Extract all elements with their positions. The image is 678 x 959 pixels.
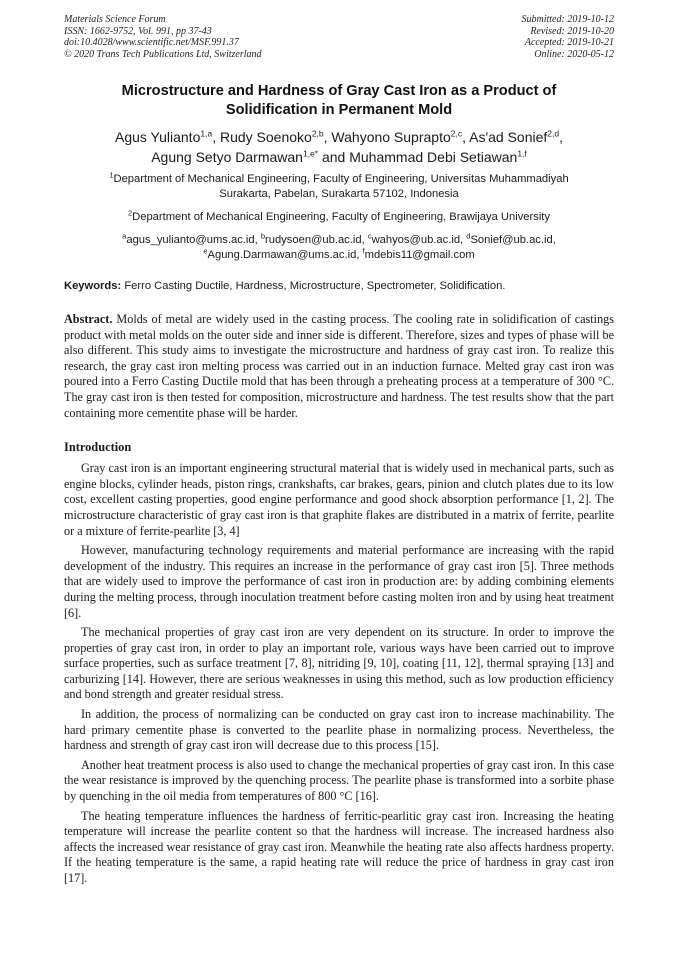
submission-dates: [522, 14, 615, 60]
author-name: Muhammad Debi Setiawan: [349, 149, 518, 165]
email-marker: c: [367, 231, 372, 241]
publication-header: [64, 14, 614, 60]
author-name: Agung Setyo Darmawan: [151, 149, 303, 165]
email-marker: e: [203, 246, 208, 256]
author-marker: 2,c: [450, 128, 463, 139]
author-marker: 2,d: [547, 128, 560, 139]
author-separator: and: [318, 149, 350, 165]
section-heading-introduction: Introduction: [64, 440, 132, 455]
email-separator: ,: [254, 234, 261, 246]
email-separator: ,: [356, 249, 363, 261]
email-address: Agung.Darmawan@ums.ac.id: [207, 249, 357, 261]
author-marker: 1,f: [517, 148, 527, 159]
intro-paragraph-3: The mechanical properties of gray cast iron are very dependent on its structure. In order to improve the properties of gray cast iron, in order to play an important role, various ways have been carried out to improve surface properties, such as surface treatment [7, 8], nitriding [9, 10], coating [11, 12], thermal spraying [13] and carburizing [14]. However, there are serious weaknesses in using this method, such as low production efficiency and bond strength and greater residual stress.: [64, 625, 614, 702]
submitted-date: Submitted: 2019-10-12: [521, 14, 614, 25]
author-marker: 1,a: [200, 128, 213, 139]
author-name: Rudy Soenoko: [219, 129, 312, 145]
accepted-date: Accepted: 2019-10-21: [524, 37, 614, 48]
intro-paragraph-4: In addition, the process of normalizing can be conducted on gray cast iron to increase machinability. The hard primary cementite phase is converted to the pearlite phase in normalizing process. Nevertheless, the hardness and strength of gray cast iron will decrease due to this process [15].: [64, 707, 614, 753]
email-address: rudysoen@ub.ac.id: [265, 234, 362, 246]
journal-name: Materials Science Forum: [64, 14, 166, 25]
affiliation-text: Department of Mechanical Engineering, Faculty of Engineering, Brawijaya University: [132, 211, 551, 223]
email-address: wahyos@ub.ac.id: [371, 234, 461, 246]
revised-date: Revised: 2019-10-20: [530, 25, 614, 37]
affiliation-1: [64, 172, 614, 202]
author-name: As'ad Sonief: [469, 129, 548, 145]
keywords-text: Ferro Casting Ductile, Hardness, Microstructure, Spectrometer, Solidification.: [124, 280, 506, 292]
author-marker: 1,e*: [302, 148, 319, 159]
email-marker: a: [122, 231, 127, 241]
email-address: mdebis11@gmail.com: [364, 249, 475, 261]
author-name: Agus Yulianto: [114, 129, 201, 145]
email-marker: d: [466, 231, 471, 241]
abstract-label: Abstract.: [64, 312, 113, 326]
keywords-label: Keywords:: [64, 280, 122, 292]
copyright-line: © 2020 Trans Tech Publications Ltd, Switzerland: [64, 48, 262, 60]
email-separator: ,: [552, 234, 556, 246]
intro-paragraph-6: The heating temperature influences the hardness of ferritic-pearlitic gray cast iron. Increasing the heating temperature will increase the pearlite content so that the hardness will increase. The increased hardness also affects the increased wear resistance of gray cast iron. Meanwhile the heating rate also affects hardness property. If the heating temperature is the same, a rapid heating rate will reduce the price of hardness in gray cast iron [17].: [64, 808, 614, 885]
affiliation-text: Department of Mechanical Engineering, Faculty of Engineering, Universitas Muhammadiyah Surakarta, Pabelan, Surakarta 57102, Indonesia: [113, 173, 569, 200]
affiliation-marker: 2: [127, 208, 133, 218]
affiliation-marker: 1: [109, 170, 114, 180]
intro-paragraph-2: However, manufacturing technology requirements and material performance are increasing with the rapid development of the industry. This requires an increase in the performance of gray cast iron [5]. Three methods that are widely used to improve the performance of cast iron in production are: by adding combining elements during the melting process, through inoculation treatment before casting molten iron and by using heat treatment [6].: [64, 543, 614, 620]
email-address: Sonief@ub.ac.id: [470, 234, 553, 246]
journal-info: [64, 14, 262, 60]
intro-paragraph-5: Another heat treatment process is also used to change the mechanical properties of gray cast iron. In this case the wear resistance is improved by the quenching process. The pearlite phase is transformed into a sorbite phase by quenching in the oil media from temperatures of 800 °C [16].: [64, 757, 615, 804]
author-name: Wahyono Suprapto: [331, 129, 451, 145]
author-marker: 2,b: [311, 128, 324, 139]
author-separator: ,: [323, 129, 332, 145]
author-list: [64, 127, 614, 167]
email-marker: b: [260, 231, 266, 241]
author-separator: ,: [212, 129, 220, 145]
email-list: [64, 233, 614, 263]
intro-paragraph-1: Gray cast iron is an important engineering structural material that is widely used in mechanical parts, such as engine blocks, cylinder heads, piston rings, crankshafts, car brakes, gears, pinion and clutch plates due to its low cost, excellent casting properties, good engine performance and good shock absorption performance [1, 2]. The microstructure characteristic of gray cast iron is that graphite flakes are distributed in a matrix of ferrite, pearlite or a mixture of ferrite-pearlite [3, 4]: [64, 461, 614, 538]
affiliation-2: [64, 210, 614, 225]
doi-line: doi:10.4028/www.scientific.net/MSF.991.37: [64, 37, 239, 48]
email-separator: ,: [460, 234, 467, 246]
issn-line: ISSN: 1662-9752, Vol. 991, pp 37-43: [64, 25, 212, 37]
paper-page: [64, 14, 614, 887]
email-marker: f: [362, 246, 365, 256]
author-separator: ,: [559, 129, 564, 145]
abstract: [64, 312, 614, 421]
keywords: [64, 279, 614, 294]
author-separator: ,: [462, 129, 470, 145]
paper-title: Microstructure and Hardness of Gray Cast Iron as a Product of Solidification in Permanent Mold: [121, 83, 557, 118]
online-date: Online: 2020-05-12: [534, 48, 614, 60]
email-separator: ,: [361, 234, 368, 246]
email-address: agus_yulianto@ums.ac.id: [126, 234, 255, 246]
abstract-text: Molds of metal are widely used in the casting process. The cooling rate in solidification of castings product with metal molds on the outer side and inner side is different. Therefore, sizes and types of phase will be also different. This study aims to investigate the microstructure and hardness of gray cast iron. To realize this research, the gray cast iron melting process was carried out in an induction furnace. Melted gray cast iron was poured into a Ferro Casting Ductile mold that has been through a preheating process at a temperature of 300 °C. The gray cast iron is then tested for composition, microstructure and hardness. The test results show that the part containing more cementite phase will be harder.: [64, 312, 615, 420]
